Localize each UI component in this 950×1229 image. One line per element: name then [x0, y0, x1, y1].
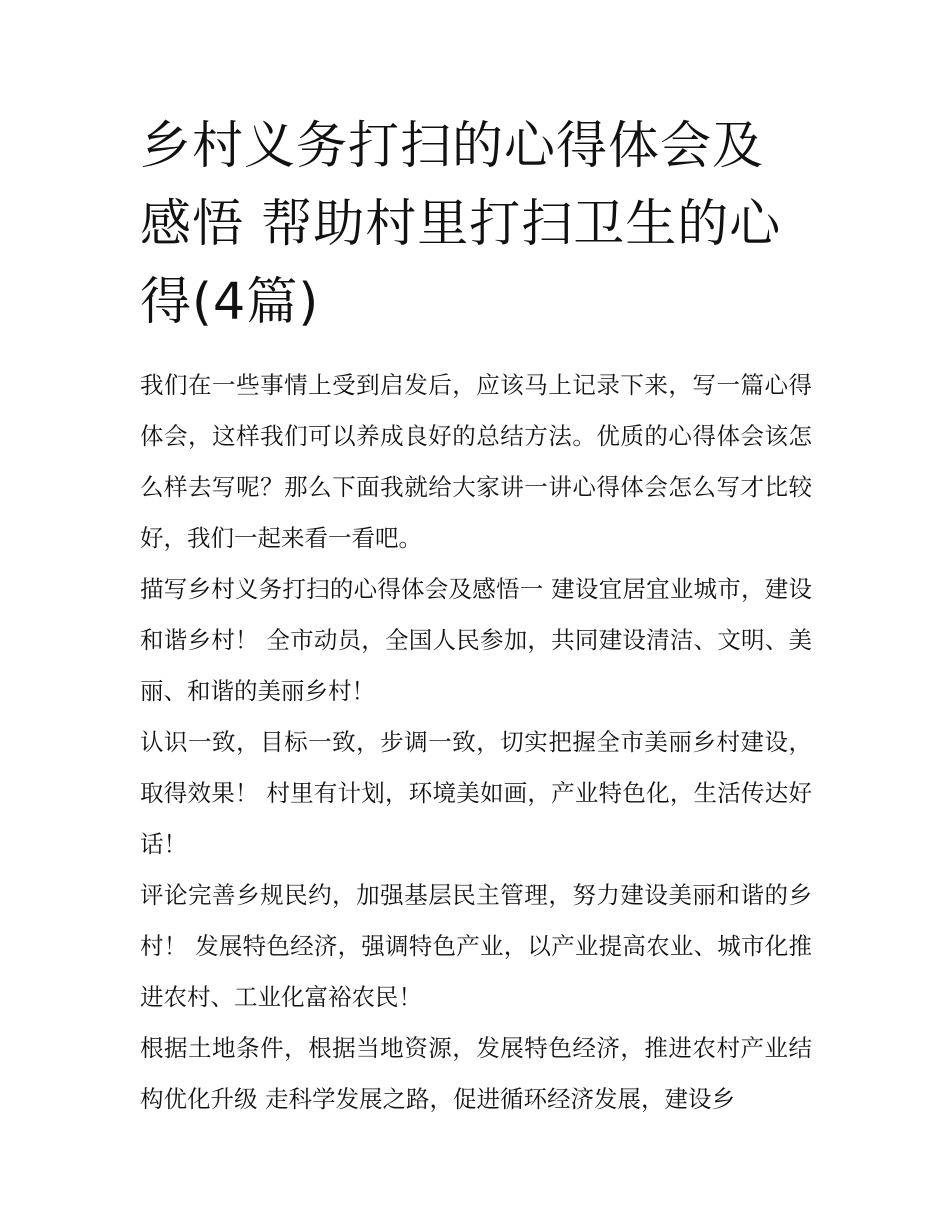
- paragraph-intro: 我们在一些事情上受到启发后，应该马上记录下来，写一篇心得体会，这样我们可以养成良好的总结方法。优质的心得体会该怎么样去写呢？那么下面我就给大家讲一讲心得体会怎么写才比较好，我们一起来看一看吧。: [140, 371, 812, 552]
- paragraph-goals: 认识一致，目标一致，步调一致，切实把握全市美丽乡村建设，取得效果！ 村里有计划，环境美如画，产业特色化，生活传达好话！: [140, 728, 812, 858]
- document-title: 乡村义务打扫的心得体会及感悟 帮助村里打扫卫生的心得(4篇): [140, 117, 782, 332]
- document-body: [140, 108, 812, 1125]
- paragraph-rules: 评论完善乡规民约，加强基层民主管理，努力建设美丽和谐的乡村！ 发展特色经济，强调特色产业，以产业提高农业、城市化推进农村、工业化富裕农民！: [140, 881, 812, 1011]
- paragraph-development: 根据土地条件，根据当地资源，发展特色经济，推进农村产业结构优化升级 走科学发展之路，促进循环经济发展，建设乡: [140, 1034, 812, 1113]
- paragraph-article-one: 描写乡村义务打扫的心得体会及感悟一 建设宜居宜业城市，建设和谐乡村！ 全市动员，全国人民参加，共同建设清洁、文明、美丽、和谐的美丽乡村！: [140, 575, 812, 705]
